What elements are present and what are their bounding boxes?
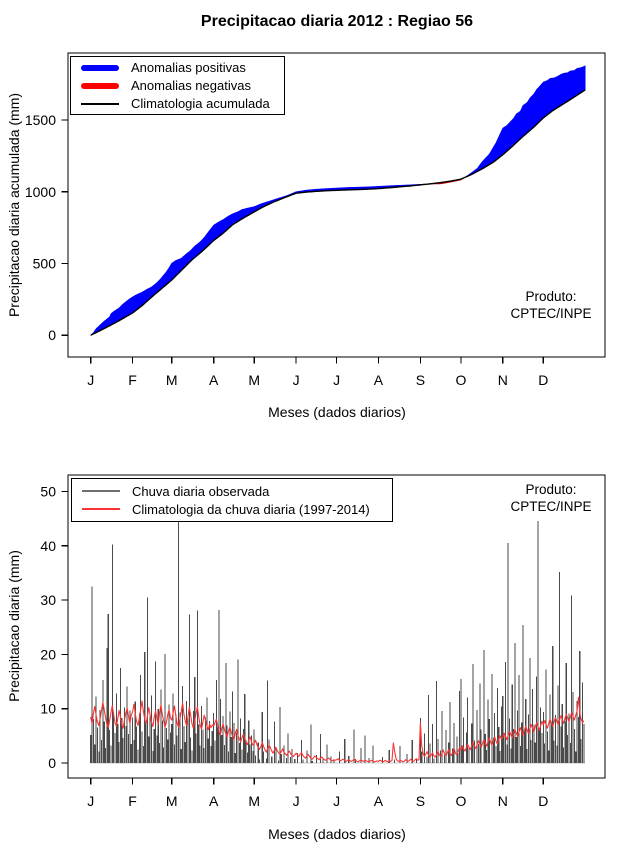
- x-tick-label: D: [538, 793, 549, 809]
- chart-title: Precipitacao diaria 2012 : Regiao 56: [200, 13, 474, 30]
- y-tick-label: 0: [48, 327, 56, 344]
- x-tick-label: A: [373, 793, 384, 809]
- top-produto-annotation: [491, 288, 611, 322]
- legend-label: Chuva diaria observada: [132, 483, 270, 499]
- x-tick-label: J: [292, 793, 300, 809]
- x-tick-label: F: [128, 372, 137, 388]
- bottom-legend: [71, 478, 393, 522]
- x-tick-label: J: [333, 793, 341, 809]
- x-tick-label: J: [87, 793, 95, 809]
- legend-item-anomalias-positivas: [71, 59, 284, 77]
- x-tick-label: O: [455, 793, 467, 809]
- x-tick-label: A: [373, 372, 384, 388]
- y-tick-label: 1000: [24, 183, 56, 200]
- legend-item-anomalias-negativas: [71, 77, 284, 95]
- top-y-axis-label: Precipitacao diaria acumulada (mm): [6, 92, 22, 318]
- blue-line-swatch-icon: [81, 65, 119, 71]
- y-tick-label: 0: [48, 755, 56, 771]
- bottom-produto-annotation: [491, 481, 611, 515]
- legend-item-climatologia-acumulada: [71, 95, 284, 113]
- y-tick-label: 30: [40, 592, 56, 609]
- black-line-swatch-icon: [81, 103, 119, 105]
- x-tick-label: J: [87, 372, 95, 388]
- x-tick-label: D: [538, 372, 549, 388]
- y-tick-label: 500: [32, 255, 56, 272]
- x-tick-label: A: [208, 372, 219, 388]
- x-tick-label: M: [248, 793, 261, 809]
- x-tick-label: J: [292, 372, 300, 388]
- x-tick-label: M: [165, 372, 178, 388]
- gray-line-swatch-icon: [82, 490, 120, 492]
- legend-label: Climatologia da chuva diaria (1997-2014): [132, 501, 370, 517]
- y-tick-label: 10: [40, 700, 56, 717]
- y-tick-label: 40: [40, 537, 56, 554]
- produto-line-2: CPTEC/INPE: [510, 306, 592, 321]
- top-x-axis-label: Meses (dados diarios): [268, 404, 406, 420]
- produto-line-2: CPTEC/INPE: [510, 499, 592, 514]
- legend-item-climatologia-chuva: [72, 500, 392, 518]
- bottom-y-axis-label: Precipitacao diaria (mm): [6, 550, 22, 702]
- red-line-swatch-icon: [81, 83, 119, 89]
- x-tick-label: N: [497, 793, 508, 809]
- x-tick-label: M: [165, 793, 178, 809]
- produto-line-1: Produto:: [525, 482, 577, 497]
- produto-line-1: Produto:: [525, 289, 577, 304]
- x-tick-label: J: [333, 372, 341, 388]
- x-tick-label: F: [128, 793, 137, 809]
- bottom-x-axis-label: Meses (dados diarios): [268, 826, 406, 842]
- y-tick-label: 50: [40, 483, 56, 500]
- x-tick-label: S: [415, 793, 426, 809]
- x-tick-label: A: [208, 793, 219, 809]
- y-tick-label: 1500: [24, 112, 56, 129]
- legend-label: Anomalias negativas: [131, 78, 251, 93]
- x-tick-label: O: [455, 372, 467, 388]
- x-tick-label: M: [248, 372, 261, 388]
- x-tick-label: S: [415, 372, 426, 388]
- legend-item-chuva-observada: [72, 482, 392, 500]
- top-legend: [70, 56, 285, 115]
- x-tick-label: N: [497, 372, 508, 388]
- legend-label: Climatologia acumulada: [131, 96, 270, 111]
- red-line-swatch-icon: [82, 508, 120, 510]
- legend-label: Anomalias positivas: [131, 60, 246, 75]
- y-tick-label: 20: [40, 646, 56, 663]
